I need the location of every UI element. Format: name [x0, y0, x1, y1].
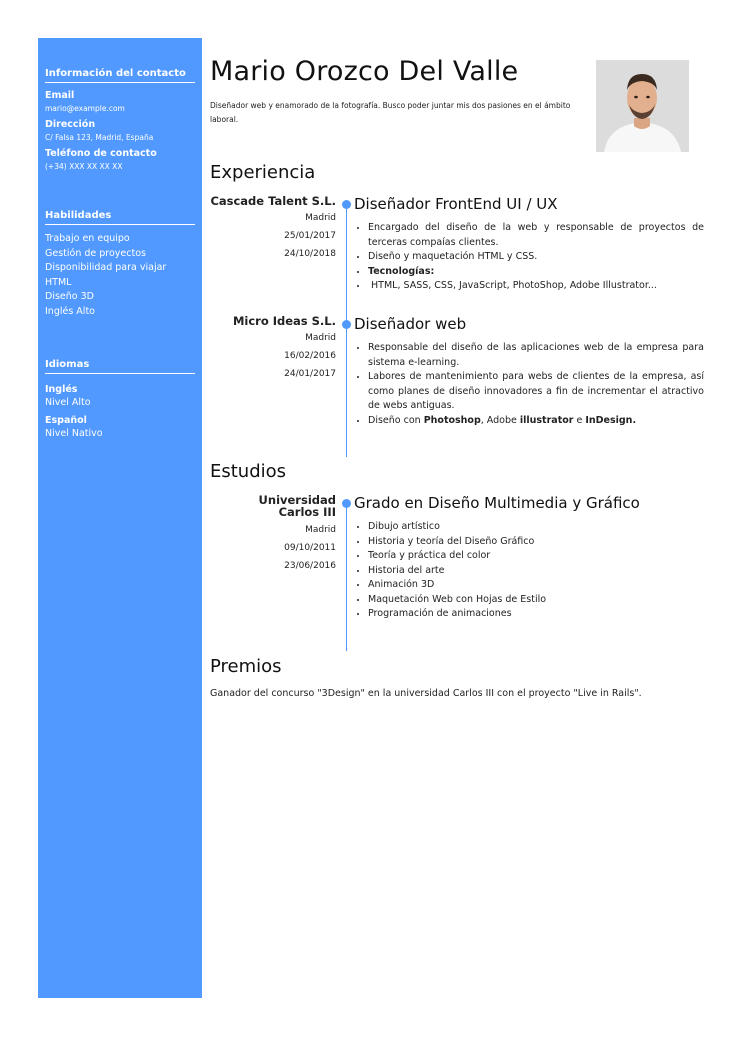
job-start-date: 25/01/2017	[284, 231, 336, 241]
job-responsibilities	[354, 341, 704, 428]
person-name: Mario Orozco Del Valle	[210, 56, 519, 87]
institution-name: Universidad Carlos III	[258, 493, 336, 519]
skill-item: HTML	[45, 276, 72, 288]
skill-item: Trabajo en equipo	[45, 233, 130, 244]
skill-item: Disponibilidad para viajar	[45, 262, 167, 273]
job-location: Madrid	[305, 333, 336, 343]
education-heading: Estudios	[210, 461, 287, 482]
languages-heading: Idiomas	[45, 359, 195, 374]
company-name: Micro Ideas S.L.	[232, 314, 336, 328]
language-name: Español	[45, 415, 87, 426]
skill-item: Diseño 3D	[45, 291, 94, 302]
skills-section	[45, 210, 195, 319]
address-label: Dirección	[45, 119, 96, 130]
list-item: • Historia del arte	[368, 564, 704, 579]
awards-text: Ganador del concurso "3Design" en la universidad Carlos III con el proyecto "Live in Rails".	[210, 688, 642, 699]
languages-section	[45, 359, 195, 440]
text-fragment: , Adobe	[480, 414, 520, 426]
text-fragment: e	[573, 414, 586, 426]
job-responsibilities	[354, 221, 704, 294]
job-start-date: 16/02/2016	[284, 351, 336, 361]
experience-timeline	[346, 204, 347, 457]
education-location: Madrid	[305, 525, 336, 535]
profile-photo	[596, 60, 689, 152]
job-end-date: 24/01/2017	[284, 369, 336, 379]
list-item: • Animación 3D	[368, 578, 704, 593]
contact-section	[45, 68, 195, 174]
tool-name: Photoshop	[423, 414, 481, 426]
list-item: • Programación de animaciones	[368, 607, 704, 622]
email-label: Email	[45, 90, 75, 101]
list-item: • Responsable del diseño de las aplicaciones web de la empresa para sistema e-learning.	[368, 341, 704, 370]
email-value[interactable]: mario@example.com	[45, 104, 125, 113]
list-item: • HTML, SASS, CSS, JavaScript, PhotoShop, Adobe Illustrator...	[368, 279, 704, 294]
contact-heading: Información del contacto	[45, 68, 195, 83]
experience-heading: Experiencia	[210, 162, 316, 183]
list-item: • Maquetación Web con Hojas de Estilo	[368, 593, 704, 608]
skills-list	[45, 232, 195, 319]
address-value: C/ Falsa 123, Madrid, España	[45, 133, 154, 142]
profile-summary: Diseñador web y enamorado de la fotografía. Busco poder juntar mis dos pasiones en el ámbito laboral.	[210, 101, 571, 124]
timeline-dot	[342, 320, 351, 329]
list-item: • Diseño y maquetación HTML y CSS.	[368, 250, 704, 265]
language-level: Nivel Alto	[45, 397, 91, 408]
job-end-date: 24/10/2018	[284, 249, 336, 259]
education-timeline	[346, 503, 347, 651]
skill-item: Gestión de proyectos	[45, 247, 146, 259]
education-end-date: 23/06/2016	[284, 561, 336, 571]
timeline-dot	[342, 499, 351, 508]
job-position: Diseñador web	[354, 315, 467, 333]
awards-heading: Premios	[210, 656, 282, 677]
list-item: • Labores de mantenimiento para webs de clientes de la empresa, así como planes de diseño innovadores a fin de incrementar el atractivo de webs antiguas.	[368, 370, 704, 414]
job-position: Diseñador FrontEnd UI / UX	[354, 195, 558, 213]
phone-label: Teléfono de contacto	[45, 148, 157, 159]
language-name: Inglés	[45, 384, 78, 395]
company-name: Cascade Talent S.L.	[210, 194, 336, 208]
education-start-date: 09/10/2011	[284, 543, 336, 553]
timeline-dot	[342, 200, 351, 209]
list-item: • Historia y teoría del Diseño Gráfico	[368, 535, 704, 550]
subject-list	[354, 520, 704, 622]
tool-name: InDesign.	[585, 414, 637, 426]
tool-name: illustrator	[519, 414, 574, 426]
phone-value: (+34) XXX XX XX XX	[45, 162, 123, 171]
list-item: • Teoría y práctica del color	[368, 549, 704, 564]
job-location: Madrid	[305, 213, 336, 223]
list-item: • Tecnologías:	[368, 265, 704, 280]
language-level: Nivel Nativo	[45, 428, 103, 439]
degree-title: Grado en Diseño Multimedia y Gráfico	[354, 494, 640, 512]
list-item: • Dibujo artístico	[368, 520, 704, 535]
list-item: • Encargado del diseño de la web y responsable de proyectos de terceras compaías clientes.	[368, 221, 704, 250]
list-item	[368, 414, 704, 429]
skill-item: Inglés Alto	[45, 305, 95, 317]
text-fragment: Diseño con	[368, 414, 424, 426]
skills-heading: Habilidades	[45, 210, 195, 225]
sidebar	[38, 38, 202, 998]
